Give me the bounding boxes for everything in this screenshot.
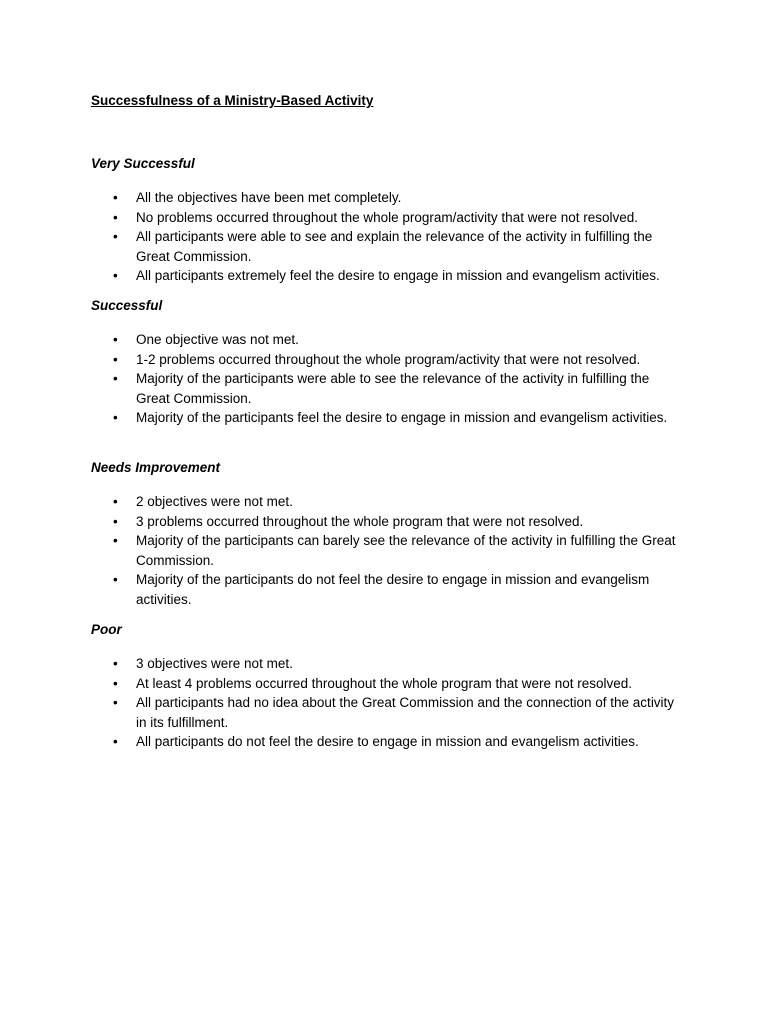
list-item bbox=[0, 693, 676, 732]
list-item bbox=[0, 208, 676, 228]
list-item-text: 3 objectives were not met. bbox=[136, 656, 293, 671]
list-item bbox=[0, 531, 676, 570]
section-heading: Poor bbox=[91, 622, 122, 637]
bullet-icon: • bbox=[113, 695, 118, 710]
bullet-icon: • bbox=[113, 675, 118, 691]
list-item-text: 1-2 problems occurred throughout the whole program/activity that were not resolved. bbox=[136, 351, 641, 367]
bullet-icon: • bbox=[113, 533, 118, 548]
list-item bbox=[0, 266, 676, 286]
section-heading: Needs Improvement bbox=[91, 460, 221, 475]
list-item bbox=[0, 227, 676, 266]
bullet-icon: • bbox=[113, 572, 118, 587]
list-item-text: All the objectives have been met completely. bbox=[136, 190, 402, 205]
list-item-text: At least 4 problems occurred throughout the whole program that were not resolved. bbox=[136, 675, 633, 691]
criteria-list bbox=[0, 654, 768, 752]
list-item bbox=[0, 570, 676, 609]
list-item-text: 2 objectives were not met. bbox=[136, 494, 293, 509]
bullet-icon: • bbox=[113, 190, 118, 205]
section-heading: Very Successful bbox=[91, 156, 195, 171]
list-item bbox=[0, 350, 676, 370]
bullet-icon: • bbox=[113, 332, 118, 347]
list-item-text: Majority of the participants can barely see the relevance of the activity in fulfilling the Great Commission. bbox=[136, 533, 676, 568]
list-item bbox=[0, 492, 676, 512]
list-item-text: All participants had no idea about the Great Commission and the connection of the activity in its fulfillment. bbox=[136, 695, 675, 730]
list-item-text: All participants do not feel the desire to engage in mission and evangelism activities. bbox=[136, 734, 639, 749]
list-item bbox=[0, 188, 676, 208]
list-item-text: No problems occurred throughout the whole program/activity that were not resolved. bbox=[136, 209, 639, 225]
bullet-icon: • bbox=[113, 410, 118, 425]
bullet-icon: • bbox=[113, 229, 118, 244]
list-item bbox=[0, 674, 676, 694]
bullet-icon: • bbox=[113, 209, 118, 225]
list-item-text: Majority of the participants feel the desire to engage in mission and evangelism activities. bbox=[136, 410, 668, 425]
bullet-icon: • bbox=[113, 371, 118, 386]
list-item-text: Majority of the participants do not feel the desire to engage in mission and evangelism activities. bbox=[136, 572, 650, 607]
criteria-list bbox=[0, 188, 768, 286]
list-item-text: One objective was not met. bbox=[136, 332, 299, 347]
list-item-text: All participants were able to see and explain the relevance of the activity in fulfilling the Great Commission. bbox=[136, 229, 653, 264]
criteria-list bbox=[0, 492, 768, 609]
bullet-icon: • bbox=[113, 351, 118, 367]
list-item bbox=[0, 369, 676, 408]
list-item bbox=[0, 512, 676, 532]
list-item-text: 3 problems occurred throughout the whole program that were not resolved. bbox=[136, 513, 584, 529]
bullet-icon: • bbox=[113, 494, 118, 509]
list-item bbox=[0, 654, 676, 674]
list-item bbox=[0, 330, 676, 350]
bullet-icon: • bbox=[113, 656, 118, 671]
section-heading: Successful bbox=[91, 298, 163, 313]
list-item bbox=[0, 408, 676, 428]
list-item-text: Majority of the participants were able to see the relevance of the activity in fulfilling the Great Commission. bbox=[136, 371, 650, 406]
criteria-list bbox=[0, 330, 768, 428]
bullet-icon: • bbox=[113, 734, 118, 749]
document-title: Successfulness of a Ministry-Based Activity bbox=[91, 93, 374, 108]
list-item-text: All participants extremely feel the desire to engage in mission and evangelism activities. bbox=[136, 268, 660, 283]
list-item bbox=[0, 732, 676, 752]
bullet-icon: • bbox=[113, 513, 118, 529]
bullet-icon: • bbox=[113, 268, 118, 283]
